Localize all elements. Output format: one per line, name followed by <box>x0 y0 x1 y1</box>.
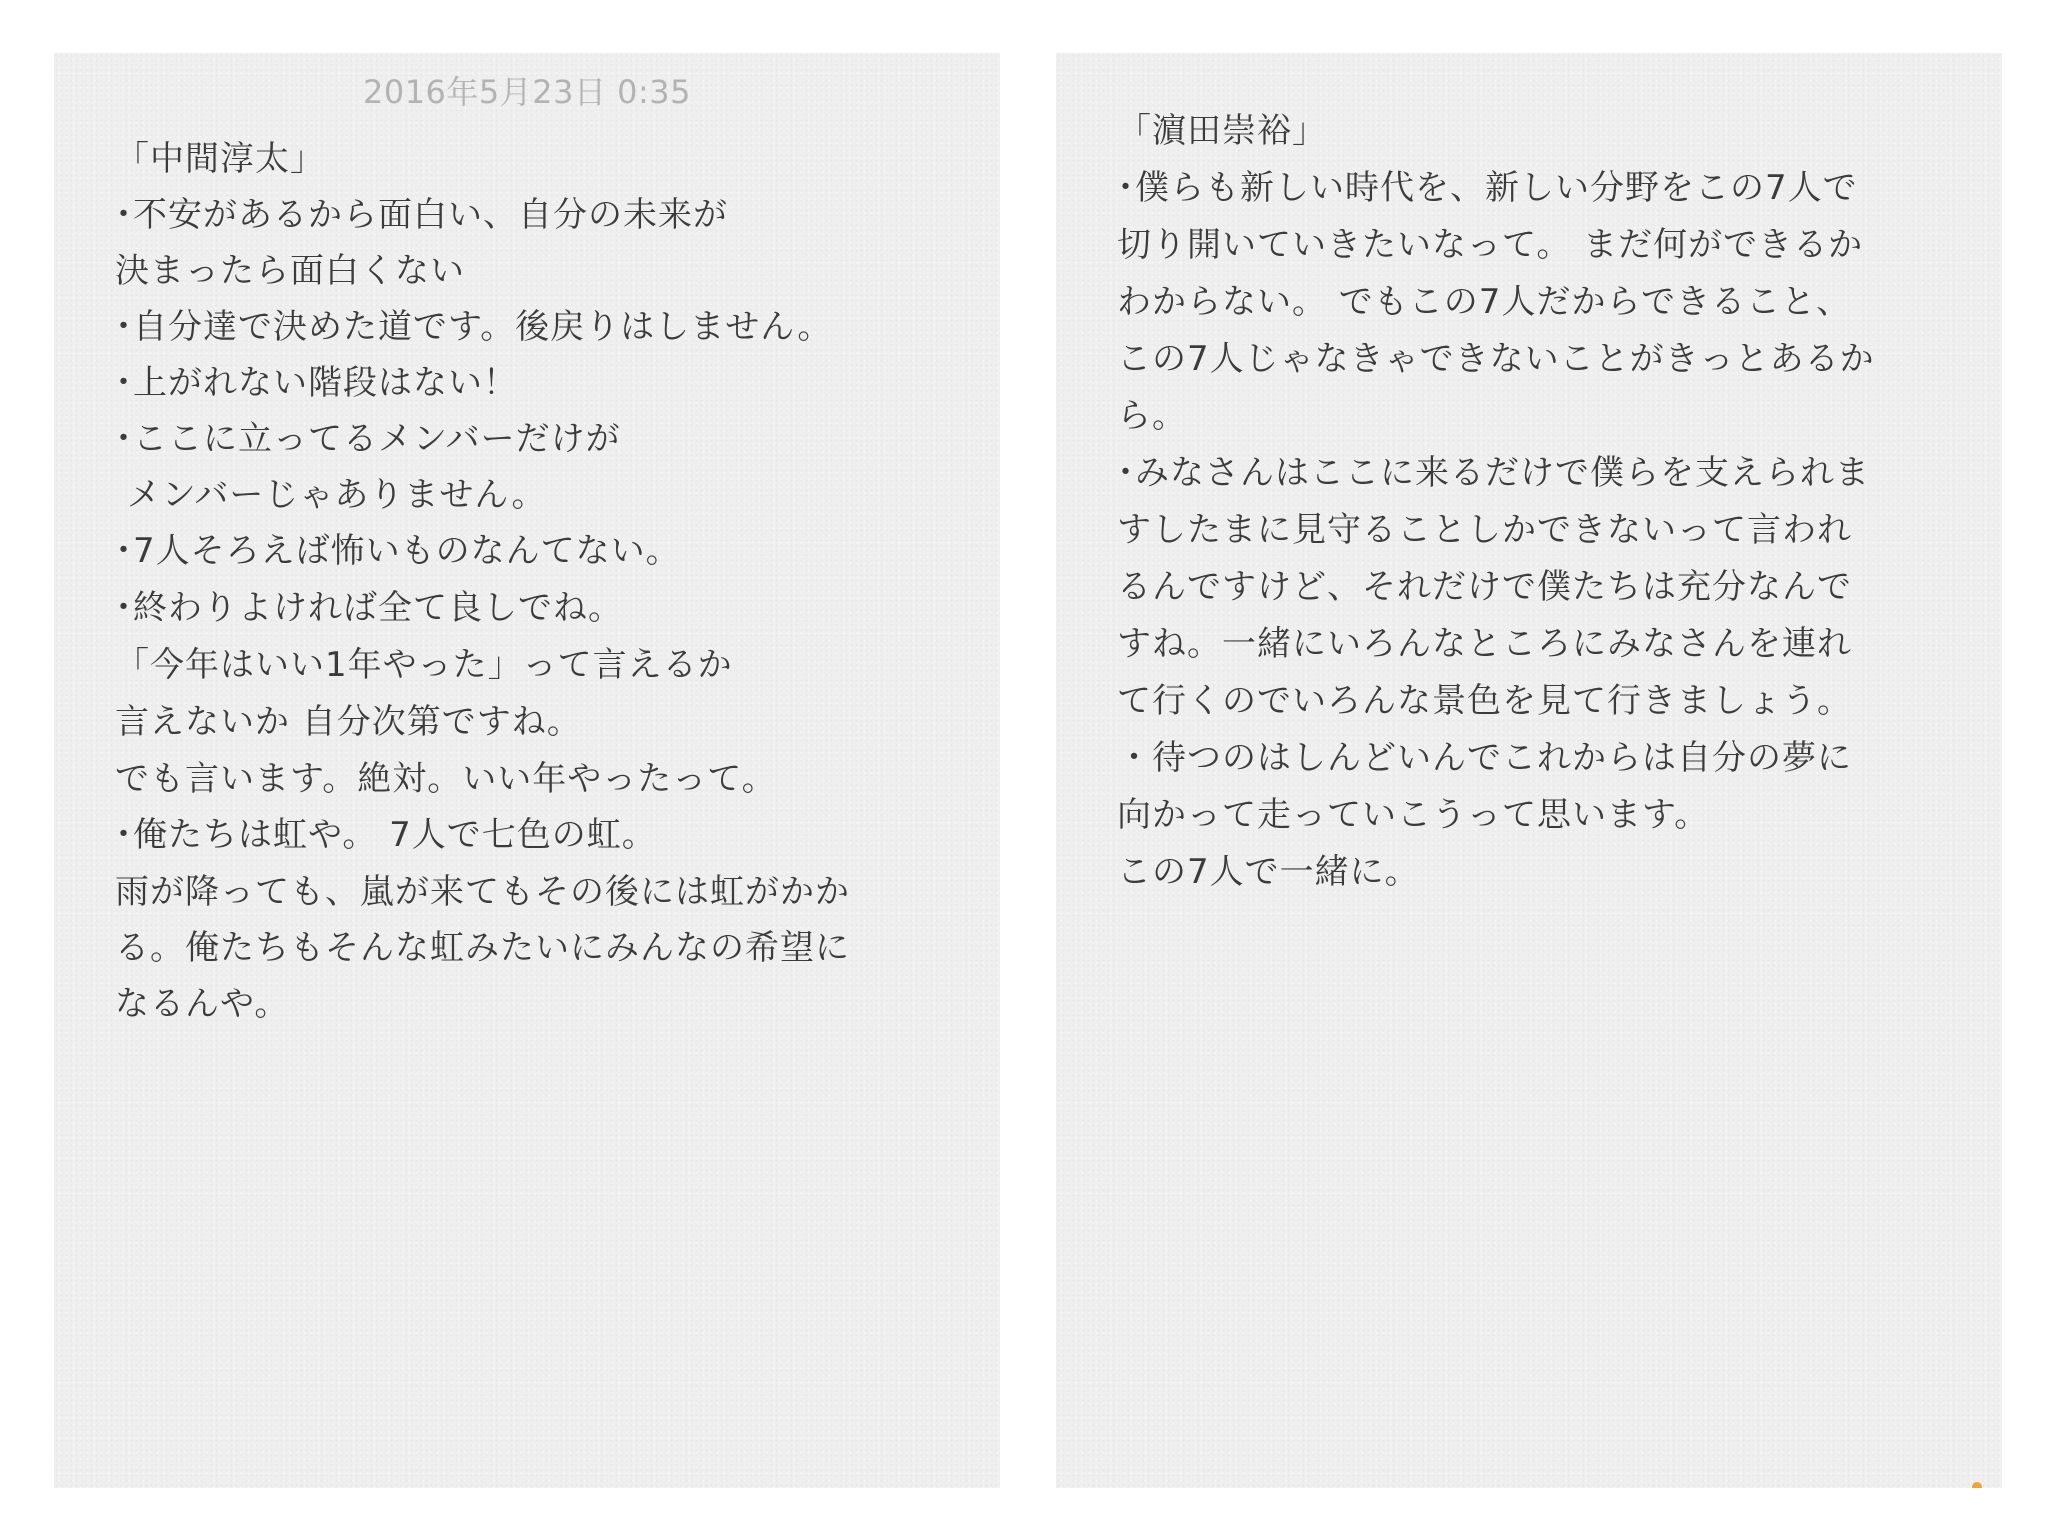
note-line: 決まったら面白くない <box>115 251 465 291</box>
note-line: わからない。 でもこの7人だからできること、 <box>1117 282 1852 322</box>
note-body-right <box>1117 103 1962 901</box>
note-line: ・待つのはしんどいんでこれからは自分の夢に <box>1117 738 1852 778</box>
note-line: ･ここに立ってるメンバーだけが <box>115 419 621 459</box>
note-line: すしたまに見守ることしかできないって言われ <box>1117 510 1852 550</box>
note-line: ･上がれない階段はない！ <box>115 363 518 403</box>
note-line: 向かって走っていこうって思います。 <box>1117 795 1710 835</box>
note-line: 「濵田崇裕」 <box>1117 111 1327 151</box>
note-line: 切り開いていきたいなって。 まだ何ができるか <box>1117 225 1864 265</box>
note-line: 雨が降っても、嵐が来てもその後には虹がかか <box>115 872 850 912</box>
scroll-indicator <box>1972 1482 1982 1488</box>
note-line: ･自分達で決めた道です。後戻りはしません。 <box>115 307 833 347</box>
note-line: ･みなさんはここに来るだけで僕らを支えられま <box>1117 453 1870 493</box>
note-right <box>1056 53 2002 1488</box>
note-line: 「中間淳太」 <box>115 139 325 179</box>
note-line: ･俺たちは虹や。 7人で七色の虹。 <box>115 815 657 855</box>
note-line: 言えないか 自分次第ですね。 <box>115 702 582 742</box>
note-line: この7人で一緒に。 <box>1117 852 1420 892</box>
note-line: て行くのでいろんな景色を見て行きましょう。 <box>1117 681 1852 721</box>
note-line: ･終わりよければ全て良しでね。 <box>115 588 623 628</box>
note-line: る。俺たちもそんな虹みたいにみんなの希望に <box>115 928 850 968</box>
note-line: なるんや。 <box>115 984 290 1024</box>
note-left <box>54 53 1000 1488</box>
note-line: この7人じゃなきゃできないことがきっとあるか <box>1117 339 1875 379</box>
note-line: メンバーじゃありません。 <box>115 475 547 515</box>
note-line: すね。一緒にいろんなところにみなさんを連れ <box>1117 624 1852 664</box>
note-timestamp: 2016年5月23日 0:35 <box>362 73 692 111</box>
note-line: 「今年はいい1年やった」って言えるか <box>115 645 733 685</box>
note-line: るんですけど、それだけで僕たちは充分なんで <box>1117 567 1852 607</box>
note-line: ら。 <box>1117 396 1187 436</box>
note-line: ･僕らも新しい時代を、新しい分野をこの7人で <box>1117 168 1858 208</box>
note-body-left <box>115 131 960 1032</box>
note-line: ･7人そろえば怖いものなんてない。 <box>115 531 681 571</box>
note-line: でも言います。絶対。いい年やったって。 <box>115 759 777 799</box>
note-line: ･不安があるから面白い、自分の未来が <box>115 195 728 235</box>
